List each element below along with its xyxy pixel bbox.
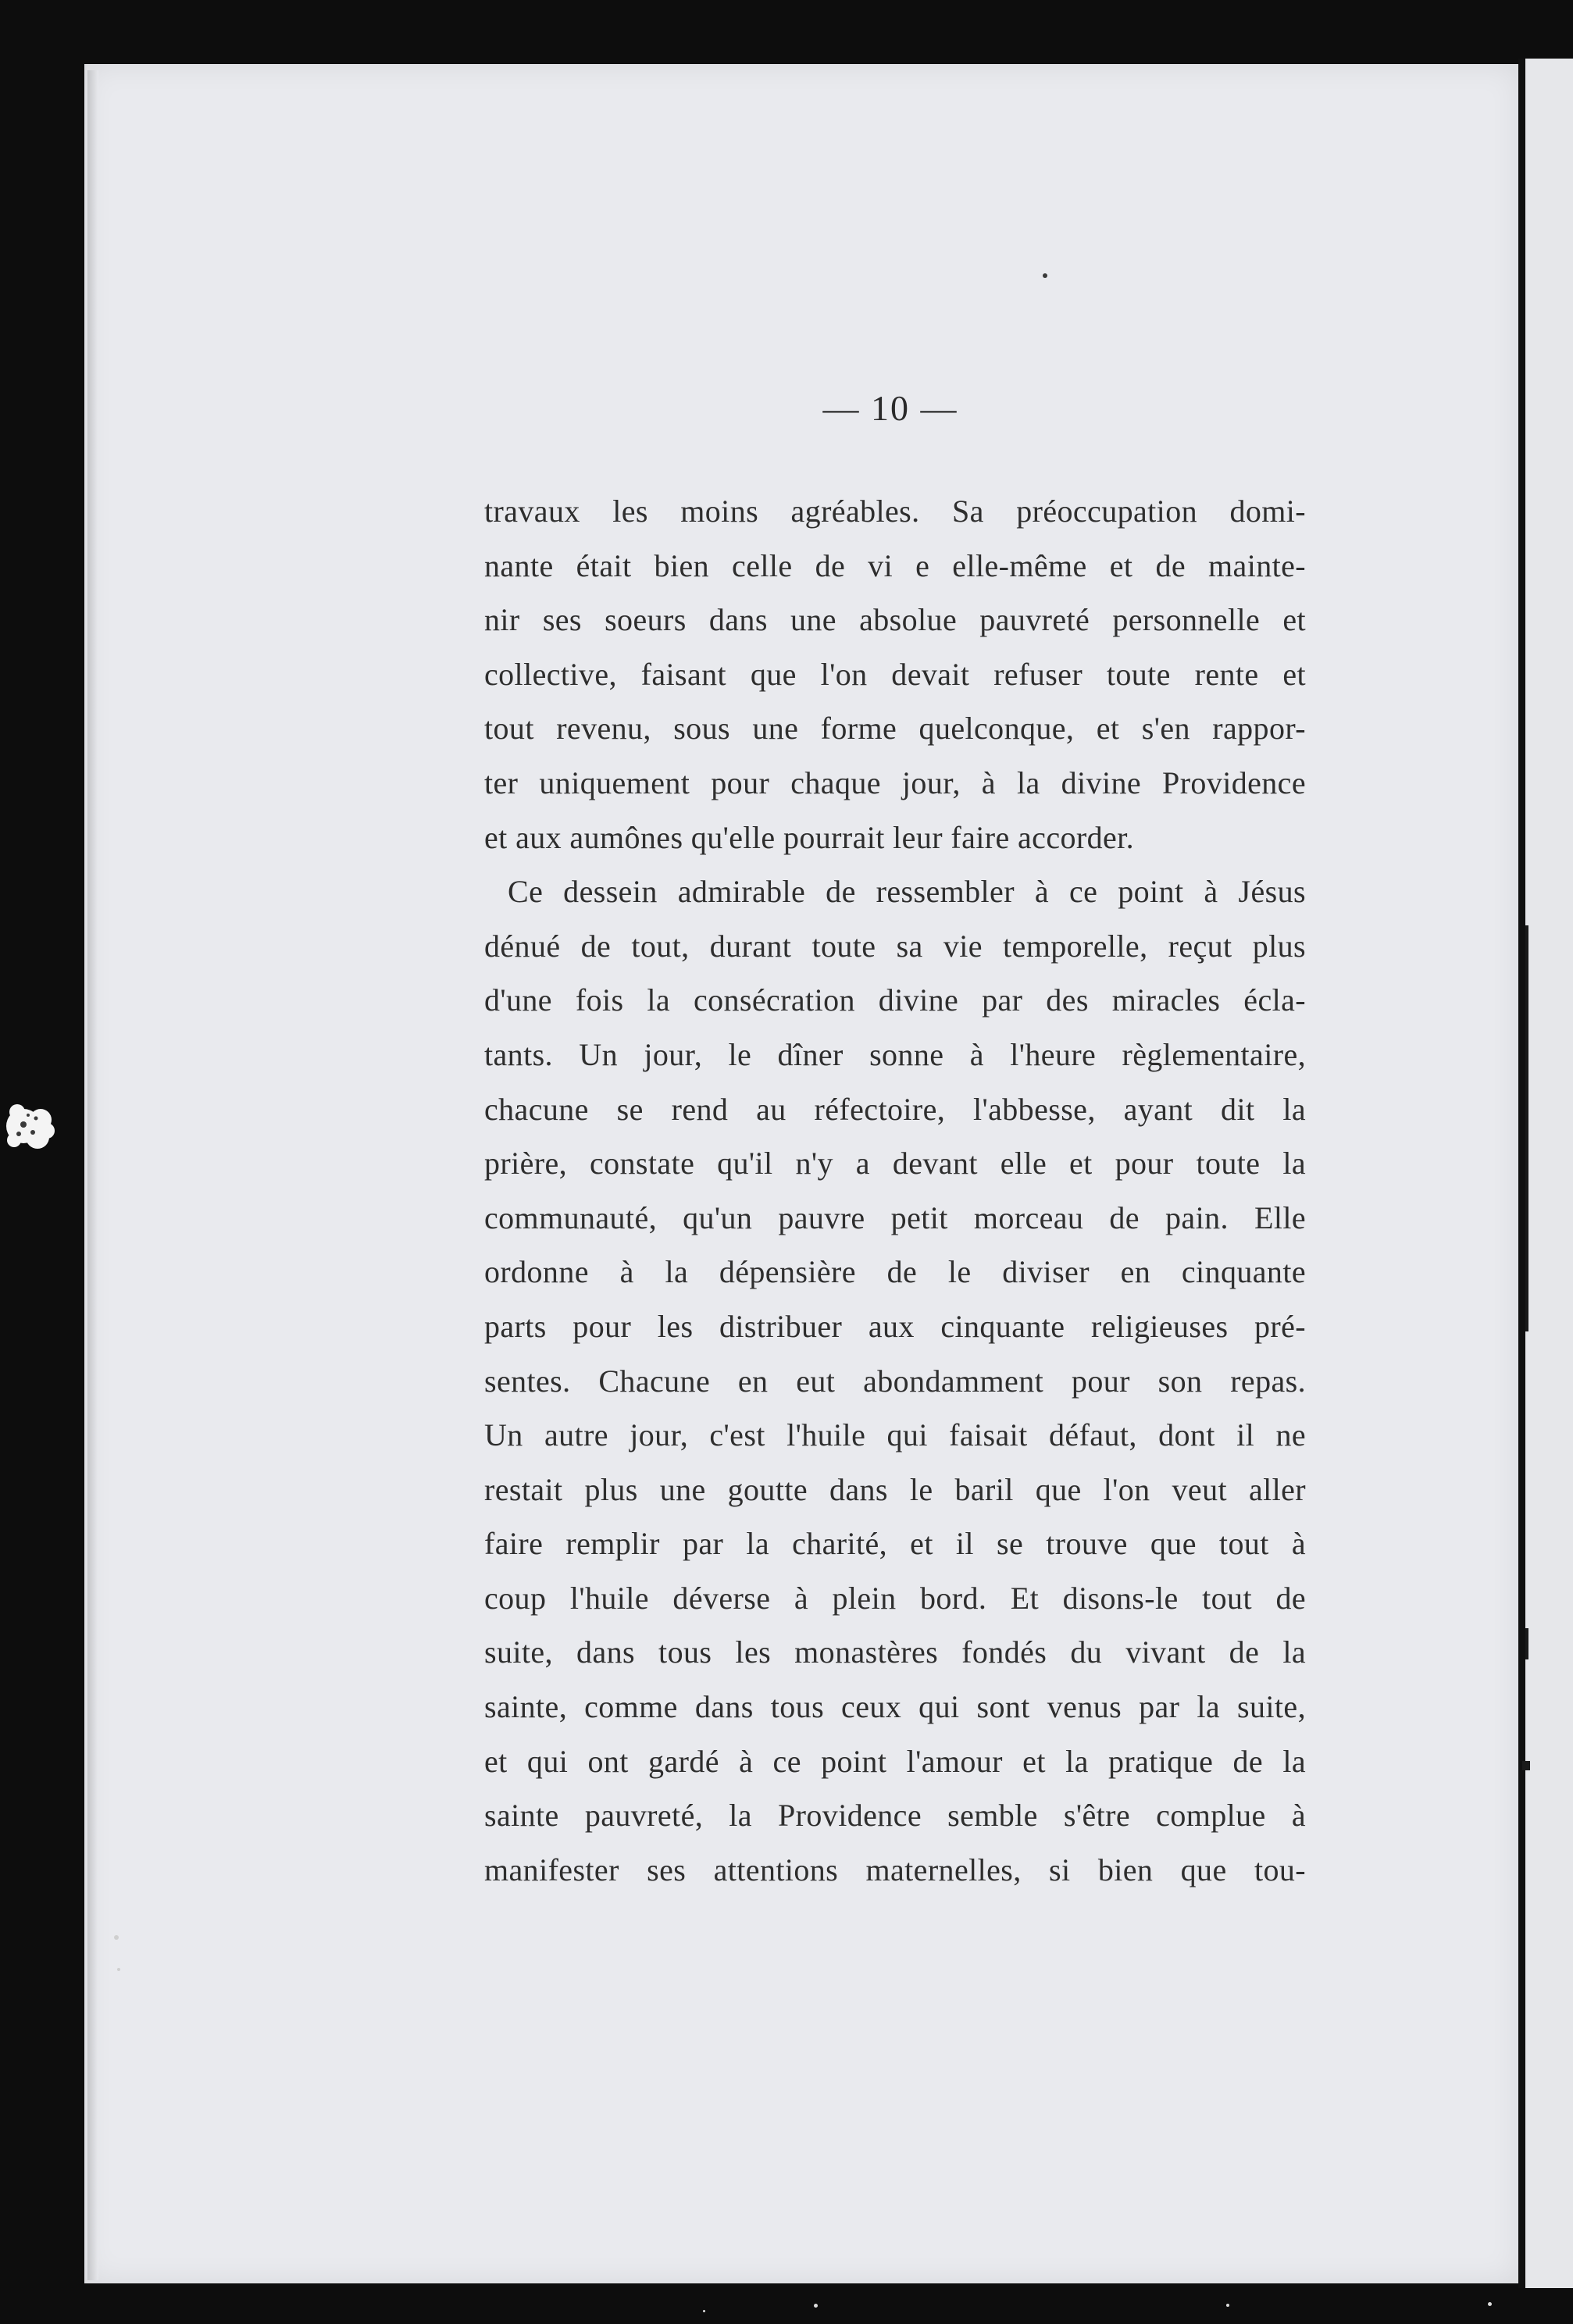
text-line: coup l'huile déverse à plein bord. Et disons-le tout de — [484, 1580, 1306, 1616]
text-line: d'une fois la consécration divine par des miracles écla- — [484, 982, 1306, 1018]
text-line: sentes. Chacune en eut abondamment pour son repas. — [484, 1363, 1306, 1399]
text-line: nir ses soeurs dans une absolue pauvreté personnelle et — [484, 602, 1306, 638]
next-page-edge — [1518, 59, 1525, 2288]
text-line: faire remplir par la charité, et il se trouve que tout à — [484, 1526, 1306, 1562]
text-line: suite, dans tous les monastères fondés du vivant de la — [484, 1634, 1306, 1670]
text-line: tants. Un jour, le dîner sonne à l'heure règlementaire, — [484, 1036, 1306, 1072]
text-line: sainte, comme dans tous ceux qui sont venus par la suite, — [484, 1689, 1306, 1725]
edge-mark — [1525, 1628, 1528, 1659]
text-line: sainte pauvreté, la Providence semble s'être complue à — [484, 1798, 1306, 1834]
text-line: restait plus une goutte dans le baril que l'on veut aller — [484, 1471, 1306, 1507]
text-line: travaux les moins agréables. Sa préoccupation domi- — [484, 494, 1306, 529]
text-line: ordonne à la dépensière de le diviser en cinquante — [484, 1254, 1306, 1290]
text-line: collective, faisant que l'on devait refuser toute rente et — [484, 656, 1306, 692]
text-line: tout revenu, sous une forme quelconque, et s'en rappor- — [484, 711, 1306, 747]
text-line: et qui ont gardé à ce point l'amour et la pratique de la — [484, 1743, 1306, 1779]
edge-mark — [1525, 925, 1528, 1331]
page-gutter-shadow — [87, 70, 98, 2280]
text-line: nante était bien celle de vi e elle-même et de mainte- — [484, 547, 1306, 583]
text-line: Un autre jour, c'est l'huile qui faisait défaut, dont il ne — [484, 1417, 1306, 1453]
text-line: chacune se rend au réfectoire, l'abbesse, ayant dit la — [484, 1091, 1306, 1127]
next-page-strip — [1525, 59, 1573, 2288]
page-number: — 10 — — [822, 388, 958, 428]
text-line: Ce dessein admirable de ressembler à ce point à Jésus — [508, 874, 1306, 910]
body-text — [484, 484, 1306, 1897]
text-line: et aux aumônes qu'elle pourrait leur faire accorder. — [484, 819, 1135, 855]
text-line: parts pour les distribuer aux cinquante religieuses pré- — [484, 1308, 1306, 1344]
text-line: communauté, qu'un pauvre petit morceau de pain. Elle — [484, 1199, 1306, 1235]
text-line: ter uniquement pour chaque jour, à la divine Providence — [484, 765, 1306, 800]
text-line: prière, constate qu'il n'y a devant elle et pour toute la — [484, 1146, 1306, 1182]
edge-mark — [1522, 1761, 1530, 1770]
text-line: manifester ses attentions maternelles, si bien que tou- — [484, 1852, 1306, 1887]
ink-blot-icon — [0, 1081, 59, 1173]
text-line: dénué de tout, durant toute sa vie temporelle, reçut plus — [484, 928, 1306, 964]
